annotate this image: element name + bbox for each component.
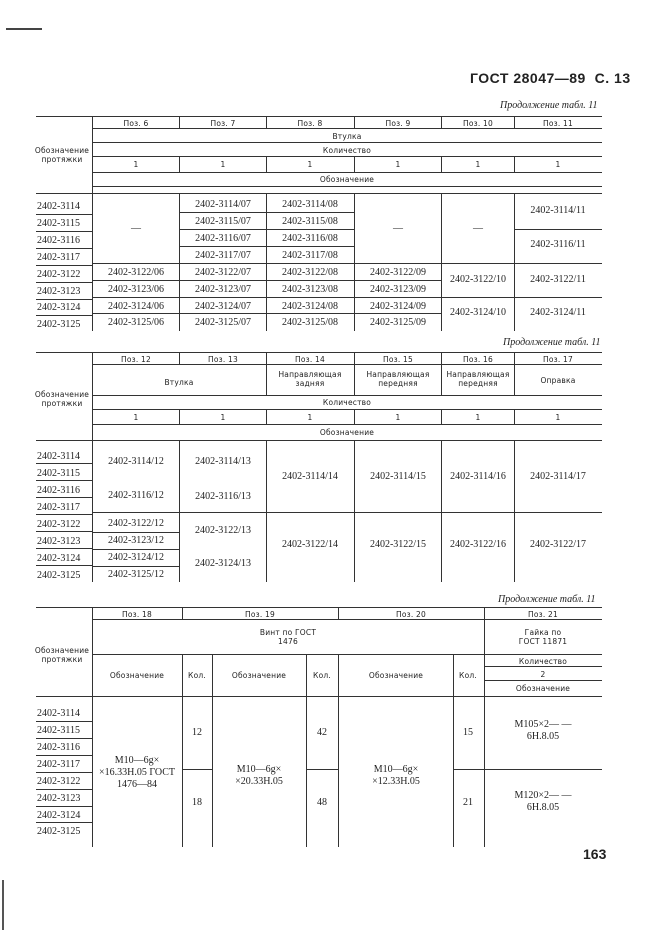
cell: 2402-3114/14 — [282, 471, 338, 482]
pos-label: Поз. 17 — [543, 355, 573, 364]
cell: 2402-3116/13 — [195, 491, 251, 502]
code: 2402-3115 — [37, 468, 80, 479]
cell: 2402-3125/07 — [194, 317, 252, 328]
cell: 2402-3125/06 — [107, 317, 165, 328]
qty-value: 1 — [555, 413, 561, 422]
screw-designation: М10—6g× ×12.33Н.05 — [372, 764, 420, 787]
cell: 2402-3117/08 — [282, 250, 338, 261]
row-label: Обозначение протяжки — [34, 390, 90, 408]
row-label: Обозначение протяжки — [34, 646, 90, 664]
nut-header: Гайка по ГОСТ 11871 — [518, 628, 568, 646]
cell: 2402-3124/09 — [369, 301, 427, 312]
code: 2402-3117 — [37, 502, 80, 513]
code: 2402-3116 — [37, 742, 80, 753]
col-qty: Кол. — [459, 671, 477, 680]
part-name: Втулка — [332, 132, 362, 141]
cell: 2402-3115/07 — [195, 216, 251, 227]
pos-label: Поз. 18 — [122, 610, 152, 619]
cell: 18 — [192, 797, 202, 808]
qty-value: 1 — [220, 413, 226, 422]
pos-label: Поз. 15 — [383, 355, 413, 364]
standard-code: ГОСТ 28047—89 — [470, 70, 586, 86]
code: 2402-3114 — [37, 201, 80, 212]
col-designation: Обозначение — [368, 671, 424, 680]
cell: 42 — [317, 727, 327, 738]
part-name: Направляющая передняя — [446, 370, 510, 388]
cell: 2402-3115/08 — [282, 216, 338, 227]
code: 2402-3125 — [37, 570, 81, 581]
part-name: Оправка — [540, 376, 576, 385]
nut-designation: М120×2— —6Н.8.05 — [514, 790, 572, 813]
qty-value: 1 — [307, 160, 313, 169]
quantity-header: Количество — [518, 657, 568, 666]
cell: 2402-3125/08 — [281, 317, 339, 328]
cell: 21 — [463, 797, 473, 808]
qty-value: 1 — [133, 413, 139, 422]
designation-header: Обозначение — [515, 684, 571, 693]
cell: 2402-3114/13 — [195, 456, 251, 467]
page-ref: С. 13 — [594, 70, 631, 86]
cell: 2402-3122/09 — [369, 267, 427, 278]
cell: 2402-3116/07 — [195, 233, 251, 244]
code: 2402-3123 — [37, 286, 81, 297]
cell: 2402-3122/10 — [449, 274, 507, 285]
code: 2402-3124 — [37, 810, 81, 821]
code: 2402-3116 — [37, 235, 80, 246]
qty-value: 1 — [307, 413, 313, 422]
cell: 2402-3114/12 — [108, 456, 164, 467]
cell: 2402-3122/11 — [530, 274, 586, 285]
cell: 2402-3116/12 — [108, 490, 164, 501]
table1-caption: Продолжение табл. 11 — [500, 100, 598, 111]
cell: 2402-3124/08 — [281, 301, 339, 312]
cell: 2402-3123/12 — [107, 535, 165, 546]
cell: 2402-3123/08 — [281, 284, 339, 295]
code: 2402-3123 — [37, 793, 81, 804]
screw-header: Винт по ГОСТ 1476 — [259, 628, 317, 646]
scan-mark — [6, 28, 42, 30]
pos-label: Поз. 6 — [123, 119, 149, 128]
code: 2402-3117 — [37, 252, 80, 263]
pos-label: Поз. 9 — [385, 119, 411, 128]
screw-designation: М10—6g× ×16.33Н.05 ГОСТ 1476—84 — [98, 755, 175, 790]
cell: 2402-3114/11 — [530, 205, 586, 216]
cell: 2402-3122/07 — [194, 267, 252, 278]
cell: 2402-3122/06 — [107, 267, 165, 278]
cell: 2402-3114/07 — [195, 199, 251, 210]
cell: 48 — [317, 797, 327, 808]
row-label: Обозначение протяжки — [34, 146, 90, 164]
code: 2402-3124 — [37, 302, 81, 313]
cell: 2402-3117/07 — [195, 250, 251, 261]
pos-label: Поз. 21 — [528, 610, 558, 619]
cell: 12 — [192, 727, 202, 738]
cell: 2402-3114/16 — [450, 471, 506, 482]
code: 2402-3122 — [37, 519, 81, 530]
qty-value: 1 — [475, 413, 481, 422]
code: 2402-3117 — [37, 759, 80, 770]
code: 2402-3115 — [37, 218, 80, 229]
cell: 2402-3123/09 — [369, 284, 427, 295]
cell: 2402-3114/17 — [530, 471, 586, 482]
cell: 2402-3124/11 — [530, 307, 586, 318]
cell: 2402-3114/08 — [282, 199, 338, 210]
page-header — [470, 70, 631, 86]
dash: — — [473, 223, 483, 234]
part-name: Направляющая передняя — [366, 370, 430, 388]
pos-label: Поз. 20 — [396, 610, 426, 619]
cell: 2402-3116/08 — [282, 233, 338, 244]
cell: 2402-3123/07 — [194, 284, 252, 295]
qty-value: 1 — [395, 413, 401, 422]
qty-value: 1 — [133, 160, 139, 169]
qty-value: 1 — [395, 160, 401, 169]
cell: 15 — [463, 727, 473, 738]
cell: 2402-3122/17 — [529, 539, 587, 550]
qty-value: 2 — [540, 670, 546, 679]
cell: 2402-3122/16 — [449, 539, 507, 550]
code: 2402-3122 — [37, 269, 81, 280]
cell: 2402-3125/09 — [369, 317, 427, 328]
page-number: 163 — [583, 846, 607, 862]
pos-label: Поз. 16 — [463, 355, 493, 364]
cell: 2402-3122/13 — [194, 525, 252, 536]
cell: 2402-3124/12 — [107, 552, 165, 563]
col-qty: Кол. — [313, 671, 331, 680]
cell: 2402-3122/08 — [281, 267, 339, 278]
pos-label: Поз. 12 — [121, 355, 151, 364]
dash: — — [131, 223, 141, 234]
table3-caption: Продолжение табл. 11 — [498, 594, 596, 605]
cell: 2402-3123/06 — [107, 284, 165, 295]
part-name: Втулка — [164, 378, 194, 387]
code: 2402-3122 — [37, 776, 81, 787]
quantity-header: Количество — [322, 146, 372, 155]
code: 2402-3116 — [37, 485, 80, 496]
code: 2402-3114 — [37, 451, 80, 462]
cell: 2402-3124/10 — [449, 307, 507, 318]
col-designation: Обозначение — [231, 671, 287, 680]
pos-label: Поз. 14 — [295, 355, 325, 364]
qty-value: 1 — [475, 160, 481, 169]
nut-designation: М105×2— —6Н.8.05 — [514, 719, 572, 742]
code: 2402-3123 — [37, 536, 81, 547]
cell: 2402-3122/15 — [369, 539, 427, 550]
col-qty: Кол. — [188, 671, 206, 680]
cell: 2402-3116/11 — [530, 239, 586, 250]
code: 2402-3115 — [37, 725, 80, 736]
screw-designation: М10—6g× ×20.33Н.05 — [235, 764, 283, 787]
code: 2402-3125 — [37, 826, 81, 837]
table2-caption: Продолжение табл. 11 — [503, 337, 601, 348]
code: 2402-3114 — [37, 708, 80, 719]
cell: 2402-3124/07 — [194, 301, 252, 312]
pos-label: Поз. 19 — [245, 610, 275, 619]
pos-label: Поз. 10 — [463, 119, 493, 128]
cell: 2402-3122/14 — [281, 539, 339, 550]
qty-value: 1 — [220, 160, 226, 169]
quantity-header: Количество — [322, 398, 372, 407]
edge-mark — [2, 880, 4, 930]
code: 2402-3124 — [37, 553, 81, 564]
cell: 2402-3122/12 — [107, 518, 165, 529]
part-name: Направляющая задняя — [278, 370, 342, 388]
cell: 2402-3124/13 — [194, 558, 252, 569]
dash: — — [393, 223, 403, 234]
code: 2402-3125 — [37, 319, 81, 330]
cell: 2402-3114/15 — [370, 471, 426, 482]
pos-label: Поз. 13 — [208, 355, 238, 364]
pos-label: Поз. 7 — [210, 119, 236, 128]
col-designation: Обозначение — [109, 671, 165, 680]
designation-header: Обозначение — [319, 428, 375, 437]
pos-label: Поз. 11 — [543, 119, 573, 128]
qty-value: 1 — [555, 160, 561, 169]
cell: 2402-3124/06 — [107, 301, 165, 312]
designation-header: Обозначение — [319, 175, 375, 184]
cell: 2402-3125/12 — [107, 569, 165, 580]
pos-label: Поз. 8 — [297, 119, 323, 128]
